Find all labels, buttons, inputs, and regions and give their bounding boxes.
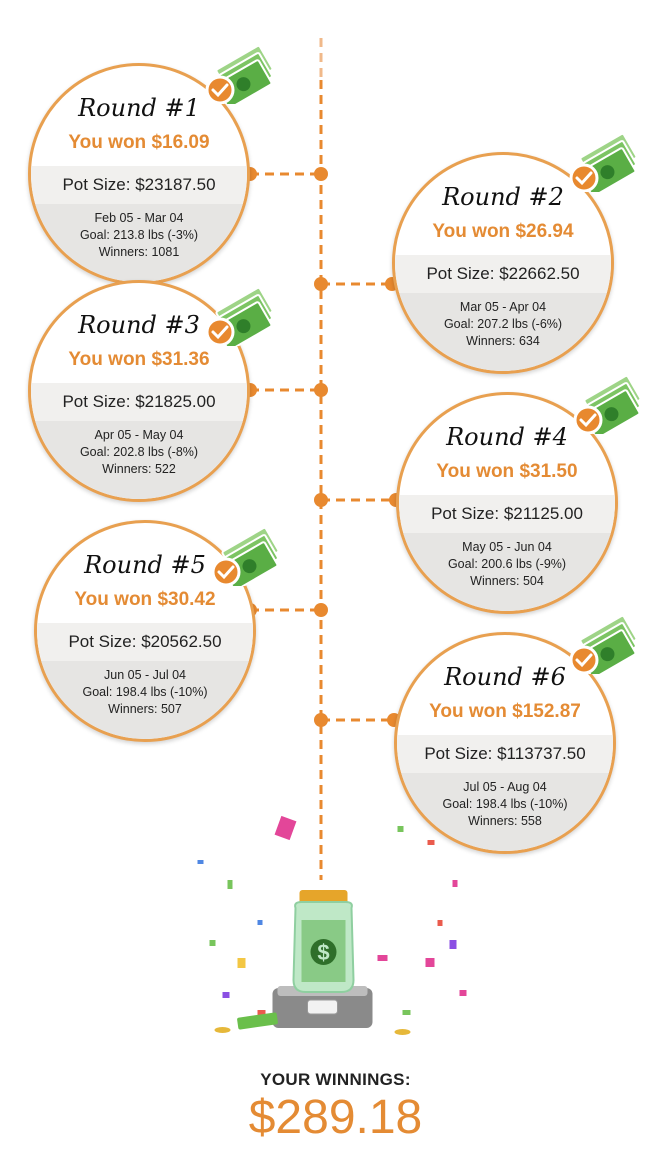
round-winners: Winners: 504 xyxy=(470,574,544,588)
round-dates: Apr 05 - May 04 xyxy=(94,428,184,442)
money-check-badge-icon xyxy=(198,40,278,104)
round-winners: Winners: 507 xyxy=(108,702,182,716)
money-jar-scale-icon xyxy=(195,810,480,1060)
round-won: You won $31.36 xyxy=(68,349,210,370)
round-winners: Winners: 522 xyxy=(102,462,176,476)
round-title: Round #3 xyxy=(78,311,200,339)
round-dates: May 05 - Jun 04 xyxy=(462,540,552,554)
pot-size: Pot Size: $21125.00 xyxy=(399,495,615,533)
pot-size: Pot Size: $113737.50 xyxy=(397,735,613,773)
round-won: You won $16.09 xyxy=(68,132,210,153)
round-info xyxy=(399,533,615,611)
round-title: Round #1 xyxy=(78,94,200,122)
round-winners: Winners: 1081 xyxy=(98,245,180,259)
round-dates: Jun 05 - Jul 04 xyxy=(104,668,186,682)
timeline-dots xyxy=(243,167,403,727)
round-info xyxy=(37,661,253,739)
round-goal: Goal: 207.2 lbs (-6%) xyxy=(443,317,563,331)
round-info xyxy=(31,204,247,282)
round-goal: Goal: 202.8 lbs (-8%) xyxy=(79,445,199,459)
round-won: You won $152.87 xyxy=(429,701,581,722)
money-check-badge-icon xyxy=(562,128,642,192)
round-info xyxy=(395,293,611,371)
round-title: Round #6 xyxy=(444,663,566,691)
round-goal: Goal: 200.6 lbs (-9%) xyxy=(447,557,567,571)
round-title: Round #2 xyxy=(442,183,564,211)
round-dates: Jul 05 - Aug 04 xyxy=(463,780,547,794)
pot-size: Pot Size: $20562.50 xyxy=(37,623,253,661)
round-title: Round #4 xyxy=(446,423,568,451)
round-dates: Mar 05 - Apr 04 xyxy=(459,300,547,314)
money-check-badge-icon xyxy=(198,282,278,346)
round-winners: Winners: 558 xyxy=(468,814,542,828)
money-check-badge-icon xyxy=(562,610,642,674)
round-won: You won $30.42 xyxy=(74,589,216,610)
pot-size: Pot Size: $22662.50 xyxy=(395,255,611,293)
pot-size: Pot Size: $23187.50 xyxy=(31,166,247,204)
round-info xyxy=(31,421,247,499)
round-won: You won $31.50 xyxy=(436,461,578,482)
round-won: You won $26.94 xyxy=(432,221,574,242)
round-title: Round #5 xyxy=(84,551,206,579)
money-check-badge-icon xyxy=(566,370,646,434)
round-goal: Goal: 213.8 lbs (-3%) xyxy=(79,228,199,242)
winnings-amount: $289.18 xyxy=(248,1091,423,1144)
round-winners: Winners: 634 xyxy=(466,334,540,348)
money-check-badge-icon xyxy=(204,522,284,586)
round-goal: Goal: 198.4 lbs (-10%) xyxy=(82,685,208,699)
round-dates: Feb 05 - Mar 04 xyxy=(94,211,184,225)
pot-size: Pot Size: $21825.00 xyxy=(31,383,247,421)
round-goal: Goal: 198.4 lbs (-10%) xyxy=(442,797,568,811)
winnings-label: YOUR WINNINGS: xyxy=(260,1070,411,1089)
dollar-sign-icon: $ xyxy=(317,940,330,965)
